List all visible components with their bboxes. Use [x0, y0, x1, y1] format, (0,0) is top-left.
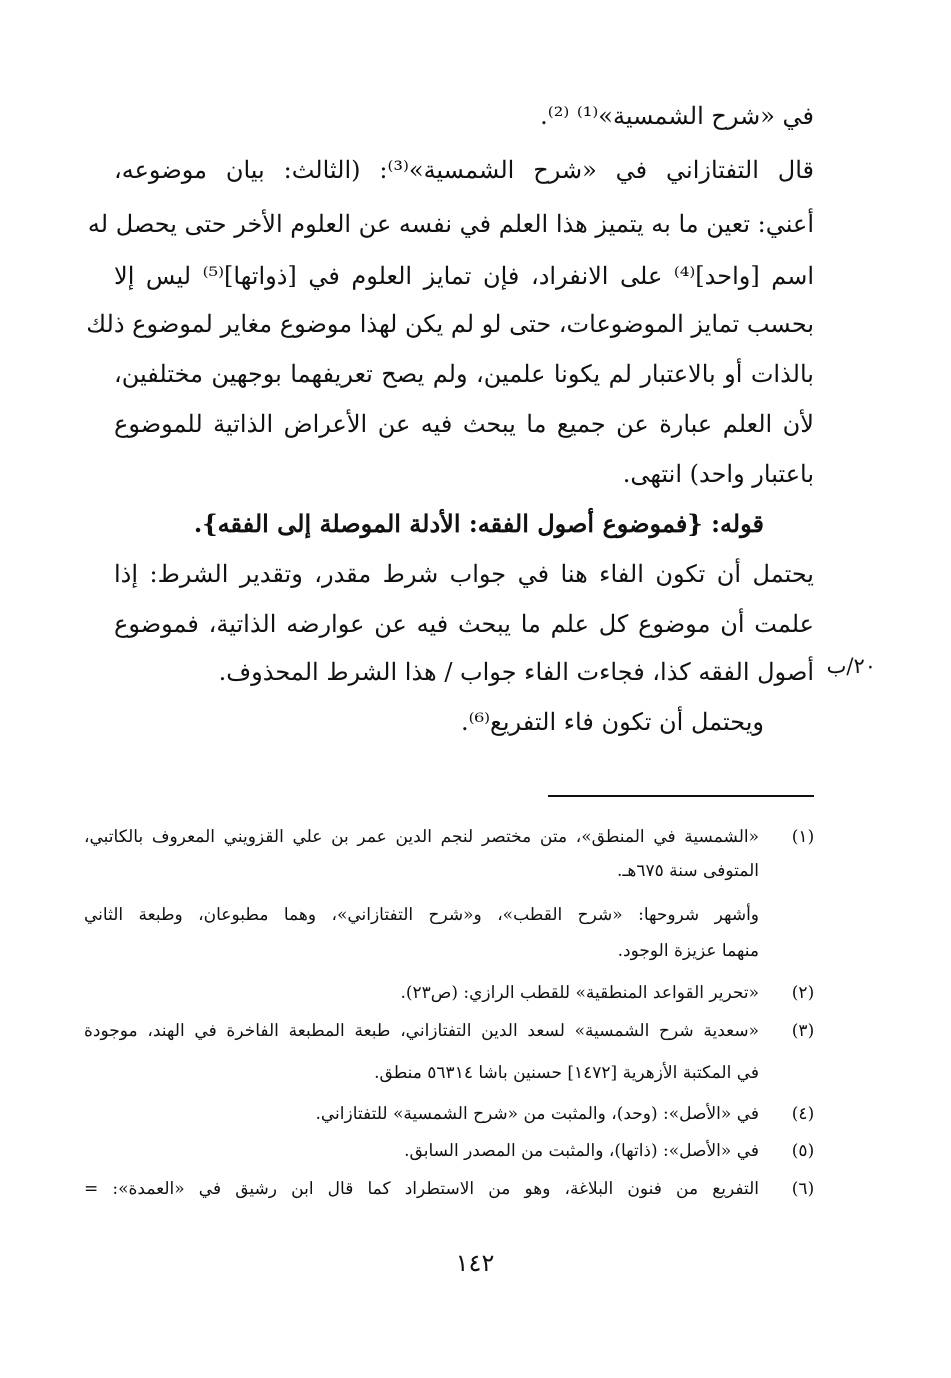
footnote-number-1: (١) — [791, 827, 815, 847]
page-number: ١٤٢ — [455, 1249, 495, 1277]
body-line-11: علمت أن موضوع كل علم ما يبحث فيه عن عوارضه الذاتية، فموضوع — [114, 610, 814, 638]
footnote-3-line-2: في المكتبة الأزهرية [١٤٧٢] حسنين باشا ٥٦٣١٤ منطق. — [374, 1063, 759, 1083]
body-line-1: في «شرح الشمسية»⁽¹⁾ ⁽²⁾. — [540, 102, 814, 130]
footnote-number-2: (٢) — [791, 983, 815, 1003]
footnote-1b-line-1: وأشهر شروحها: «شرح القطب»، و«شرح التفتازاني»، وهما مطبوعان، وطبعة الثاني — [84, 905, 759, 925]
footnote-1-line-2: المتوفى سنة ٦٧٥هـ. — [616, 861, 759, 881]
footnote-6-line-1: التفريع من فنون البلاغة، وهو من الاستطراد كما قال ابن رشيق في «العمدة»: = — [84, 1179, 759, 1199]
footnote-1b-line-2: منهما عزيزة الوجود. — [617, 941, 759, 961]
footnote-number-6: (٦) — [791, 1179, 815, 1199]
body-line-10: يحتمل أن تكون الفاء هنا في جواب شرط مقدر، وتقدير الشرط: إذا — [114, 560, 814, 588]
body-line-3: أعني: تعين ما به يتميز هذا العلم في نفسه عن العلوم الأخر حتى يحصل له — [87, 210, 814, 238]
footnote-1-line-1: «الشمسية في المنطق»، متن مختصر لنجم الدين عمر بن علي القزويني المعروف بالكاتبي، — [84, 827, 759, 847]
body-line-5: بحسب تمايز الموضوعات، حتى لو لم يكن لهذا موضوع مغاير لموضوع ذلك — [86, 310, 814, 338]
folio-margin-note: ٢٠/ب — [826, 654, 876, 678]
footnote-2-line-1: «تحرير القواعد المنطقية» للقطب الرازي: (ص٢٣). — [400, 983, 759, 1003]
body-line-4: اسم [واحد]⁽⁴⁾ على الانفراد، فإن تمايز العلوم في [ذواتها]⁽⁵⁾ ليس إلا — [114, 262, 814, 290]
footnote-number-5: (٥) — [791, 1141, 815, 1161]
footnote-3-line-1: «سعدية شرح الشمسية» لسعد الدين التفتازاني، طبعة المطبعة الفاخرة في الهند، موجودة — [84, 1021, 759, 1041]
footnote-number-3: (٣) — [791, 1021, 815, 1041]
body-line-7: لأن العلم عبارة عن جميع ما يبحث فيه عن الأعراض الذاتية للموضوع — [114, 410, 814, 438]
body-line-12: أصول الفقه كذا، فجاءت الفاء جواب / هذا الشرط المحذوف. — [218, 658, 814, 686]
body-line-13: ويحتمل أن تكون فاء التفريع⁽⁶⁾. — [461, 708, 764, 736]
body-line-8: باعتبار واحد) انتهى. — [622, 460, 814, 488]
footnote-separator — [548, 795, 814, 797]
footnote-4-line-1: في «الأصل»: (وحد)، والمثبت من «شرح الشمسية» للتفتازاني. — [315, 1104, 759, 1124]
footnote-5-line-1: في «الأصل»: (ذاتها)، والمثبت من المصدر السابق. — [404, 1141, 759, 1161]
body-line-6: بالذات أو بالاعتبار لم يكونا علمين، ولم يصح تعريفهما بوجهين مختلفين، — [114, 360, 814, 388]
body-line-2: قال التفتازاني في «شرح الشمسية»⁽³⁾: (الثالث: بيان موضوعه، — [114, 156, 815, 184]
body-line-9-heading: قوله: {فموضوع أصول الفقه: الأدلة الموصلة إلى الفقه}. — [193, 509, 764, 538]
footnote-number-4: (٤) — [791, 1104, 815, 1124]
